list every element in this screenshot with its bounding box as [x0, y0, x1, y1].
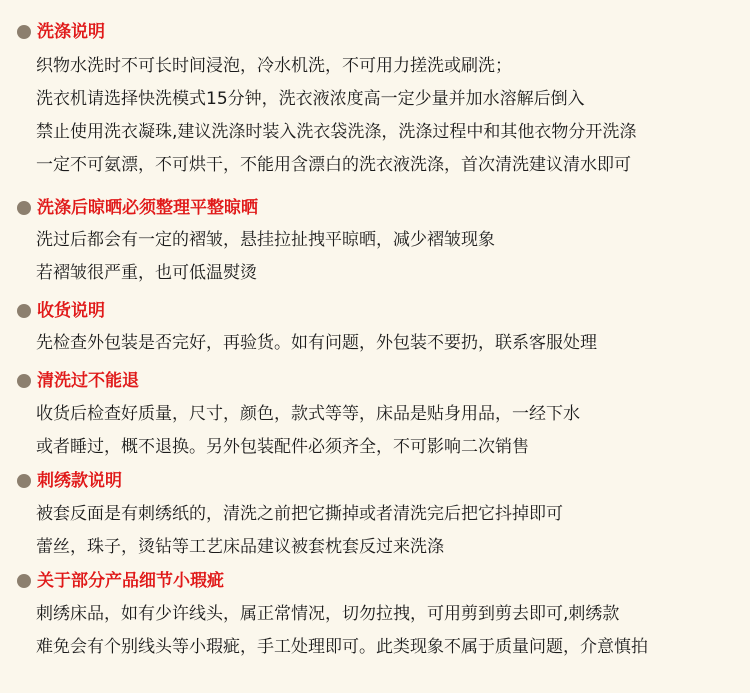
- text-line: 洗过后都会有一定的褶皱，悬挂拉扯拽平晾晒，减少褶皱现象: [36, 230, 495, 250]
- bullet-dot-icon: [17, 374, 31, 388]
- section-heading: [0, 466, 750, 496]
- text-line: 蕾丝，珠子，烫钻等工艺床品建议被套枕套反过来洗涤: [36, 537, 444, 557]
- text-line: 洗衣机请选择快洗模式15分钟，洗衣液浓度高一定少量并加水溶解后倒入: [36, 89, 585, 109]
- text-line: 或者睡过，概不退换。另外包装配件必须齐全，不可影响二次销售: [36, 437, 529, 457]
- section-drying-instructions: [0, 193, 750, 283]
- section-title: 洗涤后晾晒必须整理平整晾晒: [37, 198, 258, 218]
- bullet-dot-icon: [17, 574, 31, 588]
- section-title: 刺绣款说明: [37, 471, 122, 491]
- text-line: 难免会有个别线头等小瑕疵，手工处理即可。此类现象不属于质量问题，介意慎拍: [36, 637, 648, 657]
- section-heading: [0, 296, 750, 326]
- section-title: 清洗过不能退: [37, 371, 139, 391]
- section-no-return-after-wash: [0, 366, 750, 457]
- text-line: 收货后检查好质量，尺寸，颜色，款式等等，床品是贴身用品，一经下水: [36, 404, 580, 424]
- section-washing-instructions: [0, 17, 750, 175]
- section-receiving-instructions: [0, 296, 750, 353]
- bullet-dot-icon: [17, 304, 31, 318]
- text-line: 若褶皱很严重，也可低温熨烫: [36, 263, 257, 283]
- text-line: 禁止使用洗衣凝珠,建议洗涤时装入洗衣袋洗涤，洗涤过程中和其他衣物分开洗涤: [36, 122, 637, 142]
- section-embroidery-instructions: [0, 466, 750, 557]
- section-minor-defects: [0, 566, 750, 657]
- section-heading: [0, 366, 750, 396]
- text-line: 先检查外包装是否完好，再验货。如有问题，外包装不要扔，联系客服处理: [36, 333, 597, 353]
- section-title: 收货说明: [37, 301, 105, 321]
- text-line: 被套反面是有刺绣纸的，清洗之前把它撕掉或者清洗完后把它抖掉即可: [36, 504, 563, 524]
- text-line: 刺绣床品，如有少许线头，属正常情况，切勿拉拽，可用剪到剪去即可,刺绣款: [36, 604, 620, 624]
- section-heading: [0, 566, 750, 596]
- bullet-dot-icon: [17, 474, 31, 488]
- section-heading: [0, 17, 750, 47]
- bullet-dot-icon: [17, 25, 31, 39]
- text-line: 织物水洗时不可长时间浸泡，冷水机洗，不可用力搓洗或刷洗；: [36, 56, 512, 76]
- section-heading: [0, 193, 750, 223]
- text-line: 一定不可氨漂，不可烘干，不能用含漂白的洗衣液洗涤，首次清洗建议清水即可: [36, 155, 631, 175]
- bullet-dot-icon: [17, 201, 31, 215]
- section-title: 关于部分产品细节小瑕疵: [37, 571, 224, 591]
- section-title: 洗涤说明: [37, 22, 105, 42]
